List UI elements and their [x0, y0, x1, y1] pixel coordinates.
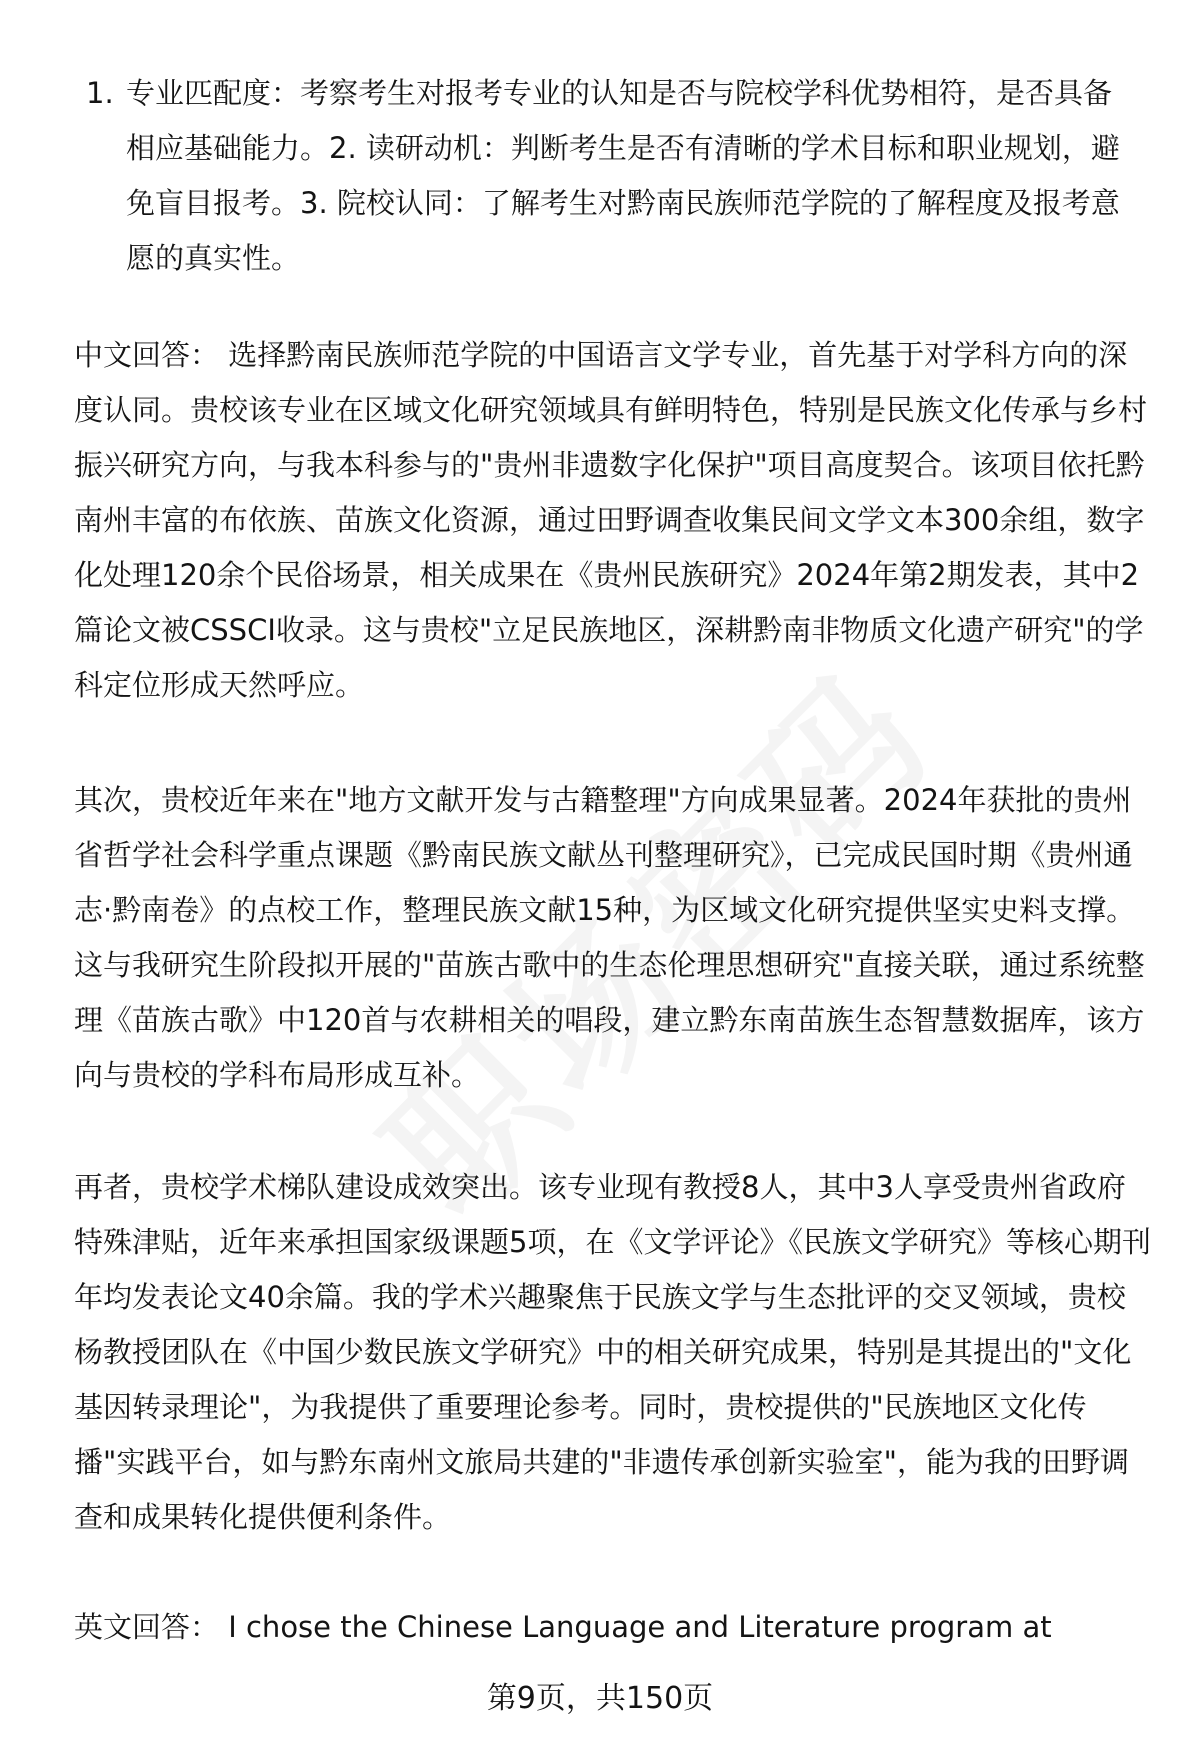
paragraph-second-reason: 其次，贵校近年来在"地方文献开发与古籍整理"方向成果显著。2024年获批的贵州省哲学社会科学重点课题《黔南民族文献丛刊整理研究》，已完成民国时期《贵州通志·黔南卷》的点校工作，整理民族文献15种，为区域文化研究提供坚实史料支撑。这与我研究生阶段拟开展的"苗族古歌中的生态伦理思想研究"直接关联，通过系统整理《苗族古歌》中120首与农耕相关的唱段，建立黔东南苗族生态智慧数据库，该方向与贵校的学科布局形成互补。 — [74, 783, 1145, 1092]
paragraph-chinese-answer: 中文回答： 选择黔南民族师范学院的中国语言文学专业，首先基于对学科方向的深度认同。贵校该专业在区域文化研究领域具有鲜明特色，特别是民族文化传承与乡村振兴研究方向，与我本科参与的"贵州非遗数字化保护"项目高度契合。该项目依托黔南州丰富的布依族、苗族文化资源，通过田野调查收集民间文学文本300余组，数字化处理120余个民俗场景，相关成果在《贵州民族研究》2024年第2期发表，其中2篇论文被CSSCI收录。这与贵校"立足民族地区，深耕黔南非物质文化遗产研究"的学科定位形成天然呼应。 — [74, 338, 1148, 702]
page-number-footer: 第9页，共150页 — [486, 1681, 714, 1716]
paragraph-third-reason: 再者，贵校学术梯队建设成效突出。该专业现有教授8人，其中3人享受贵州省政府特殊津贴，近年来承担国家级课题5项，在《文学评论》《民族文学研究》等核心期刊年均发表论文40余篇。我的学术兴趣聚焦于民族文学与生态批评的交叉领域，贵校杨教授团队在《中国少数民族文学研究》中的相关研究成果，特别是其提出的"文化基因转录理论"，为我提供了重要理论参考。同时，贵校提供的"民族地区文化传播"实践平台，如与黔东南州文旅局共建的"非遗传承创新实验室"，能为我的田野调查和成果转化提供便利条件。 — [74, 1170, 1151, 1534]
numbered-list-item — [86, 66, 1146, 286]
list-number: 1. — [86, 76, 114, 110]
paragraph-english-answer: 英文回答： I chose the Chinese Language and Literature program at — [74, 1610, 1052, 1644]
list-item-text: 专业匹配度：考察考生对报考专业的认知是否与院校学科优势相符，是否具备相应基础能力。2. 读研动机：判断考生是否有清晰的学术目标和职业规划，避免盲目报考。3. 院校认同：了解考生对黔南民族师范学院的了解程度及报考意愿的真实性。 — [126, 76, 1120, 275]
